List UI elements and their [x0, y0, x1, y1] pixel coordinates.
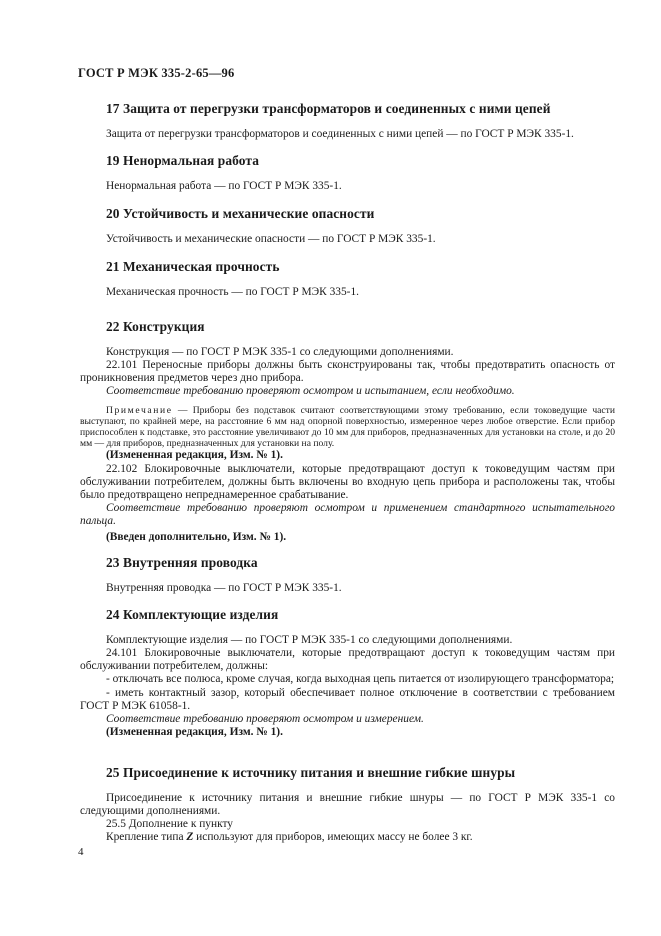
page-number: 4 [78, 846, 84, 858]
clause-22-102-amendment: (Введен дополнительно, Изм. № 1). [106, 531, 287, 544]
section-23-text: Внутренняя проводка — по ГОСТ Р МЭК 335-1. [106, 582, 342, 594]
clause-24-101-amendment: (Измененная редакция, Изм. № 1). [106, 726, 283, 739]
note-text: — Приборы без подставок считают соответствующими этому требованию, если токоведущие части выступают, по крайней мере, на расстояние 6 мм над опорной поверхностью, измеренное через любое отверстие. Если прибор приспособлен к подставке, это расстояние увеличивают до 10 мм для приборов, предназначенных для установки на столе, и до 20 мм — для приборов, предназначенных для установки на полу. [80, 404, 615, 450]
clause-22-101-amendment: (Измененная редакция, Изм. № 1). [106, 449, 283, 462]
clause-25-5-text-post: используют для приборов, имеющих массу не более 3 кг. [193, 831, 473, 844]
clause-22-101-check: Соответствие требованию проверяют осмотром и испытанием, если необходимо. [106, 385, 515, 398]
section-21-heading: 21 Механическая прочность [106, 259, 280, 274]
section-19-heading: 19 Ненормальная работа [106, 153, 260, 168]
clause-22-102: 22.102 Блокировочные выключатели, которые предотвращают доступ к токоведущим частям при обслуживании потребителем, должны быть включены во входную цепь прибора и расположены так, чтобы было предотвращено непреднамеренное срабатывание. [80, 462, 615, 501]
section-25-body [80, 792, 615, 845]
note-label: Примечание [106, 404, 173, 416]
section-20-heading: 20 Устойчивость и механические опасности [106, 206, 375, 221]
clause-25-5-text-pre: Крепление типа [106, 831, 187, 844]
clause-24-101: 24.101 Блокировочные выключатели, которые предотвращают доступ к токоведущим частям при обслуживании потребителем, должны: [80, 647, 615, 673]
section-24-intro: Комплектующие изделия — по ГОСТ Р МЭК 335-1 со следующими дополнениями. [106, 634, 513, 646]
section-20-text: Устойчивость и механические опасности — по ГОСТ Р МЭК 335-1. [106, 233, 436, 245]
section-25-heading: 25 Присоединение к источнику питания и внешние гибкие шнуры [106, 765, 516, 780]
section-23-heading: 23 Внутренняя проводка [106, 555, 258, 570]
clause-22-101: 22.101 Переносные приборы должны быть сконструированы так, чтобы предотвратить опасность от проникновения предметов через дно прибора. [80, 359, 615, 385]
section-22-intro: Конструкция — по ГОСТ Р МЭК 335-1 со следующими дополнениями. [106, 346, 454, 358]
clause-22-102-check: Соответствие требованию проверяют осмотром и применением стандартного испытательного пальца. [80, 502, 615, 528]
clause-24-101-item-1: - отключать все полюса, кроме случая, когда выходная цепь питается от изолирующего трансформатора; [106, 673, 615, 686]
clause-24-101-item-2: - иметь контактный зазор, который обеспечивает полное отключение в соответствии с требованием ГОСТ Р МЭК 61058-1. [80, 686, 615, 712]
section-22-body [80, 346, 615, 545]
section-17-heading: 17 Защита от перегрузки трансформаторов и соединенных с ними цепей [106, 101, 551, 116]
note-22-101 [80, 405, 615, 450]
clause-24-101-check: Соответствие требованию проверяют осмотром и измерением. [106, 712, 424, 725]
document-header: ГОСТ Р МЭК 335-2-65—96 [78, 66, 235, 80]
section-21-text: Механическая прочность — по ГОСТ Р МЭК 335-1. [106, 286, 360, 298]
section-17-text: Защита от перегрузки трансформаторов и соединенных с ними цепей — по ГОСТ Р МЭК 335-1. [106, 128, 574, 140]
section-25-intro: Присоединение к источнику питания и внешние гибкие шнуры — по ГОСТ Р МЭК 335-1 со следующими дополнениями. [80, 792, 615, 818]
section-24-heading: 24 Комплектующие изделия [106, 607, 279, 622]
section-24-body [80, 634, 615, 739]
clause-25-5-text [80, 831, 615, 844]
section-19-text: Ненормальная работа — по ГОСТ Р МЭК 335-1. [106, 180, 342, 192]
section-22-heading: 22 Конструкция [106, 319, 205, 334]
clause-25-5: 25.5 Дополнение к пункту [106, 818, 233, 831]
attachment-type-z: Z [186, 831, 194, 844]
